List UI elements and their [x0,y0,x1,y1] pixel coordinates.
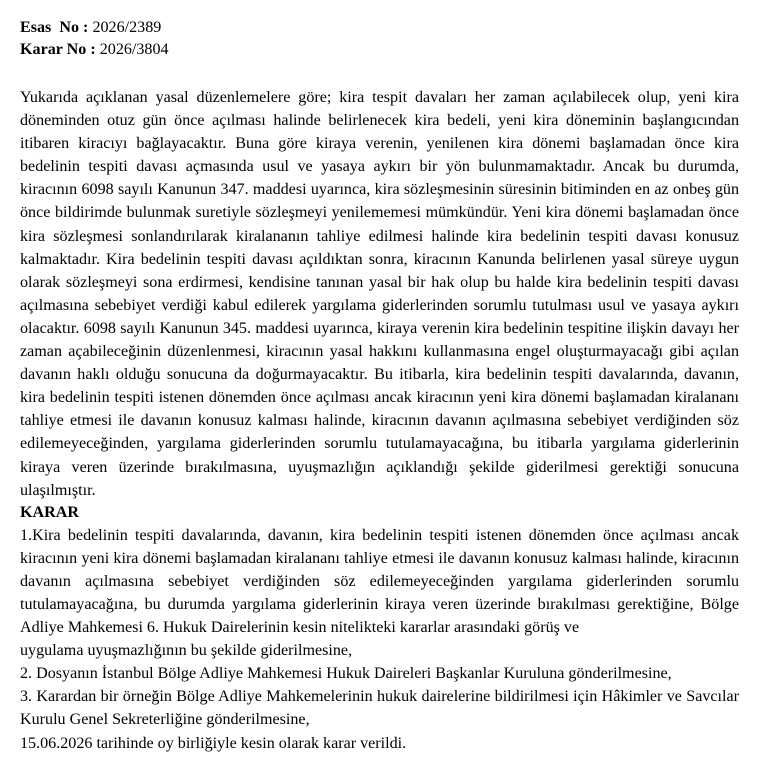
decision-item-3: 3. Karardan bir örneğin Bölge Adliye Mahkemelerinin hukuk dairelerine bildirilmesi için Hâkimler ve Savcılar Kurulu Genel Sekreterliğine gönderilmesine, [20,688,739,729]
karar-heading: KARAR [20,503,80,521]
closing-line: 15.06.2026 tarihinde oy birliğiyle kesin olarak karar verildi. [20,734,407,752]
reasoning-paragraph: Yukarıda açıklanan yasal düzenlemelere göre; kira tespit davaları her zaman açılabilecek olup, yeni kira döneminden otuz gün önce açılması halinde belirlenecek kira bedeli, yeni kira döneminin başlangıcından itibaren kiracıyı bağlayacaktır. Buna göre kiraya verenin, yenilenen kira dönemi başlamadan önce kira bedelinin tespiti davası açmasında usul ve yasaya aykırı bir yön bulunmamaktadır. Ancak bu durumda, kiracının 6098 sayılı Kanunun 347. maddesi uyarınca, kira sözleşmesinin süresinin bitiminden en az onbeş gün önce bildirimde bulunmak suretiyle sözleşmeyi yenilememesi mümkündür. Yeni kira dönemi başlamadan önce kira sözleşmesi sonlandırılarak kiralananın tahliye edilmesi halinde kira bedelinin tespiti davası konusuz kalmaktadır. Kira bedelinin tespiti davası açıldıktan sonra, kiracının Kanunda belirlenen yasal süreye uygun olarak sözleşmeyi sona erdirmesi, kendisine tanınan yasal bir hak olup bu halde kira bedelinin tespiti davası açılmasına sebebiyet verdiği kabul edilerek yargılama giderlerinden sorumlu tutulması usul ve yasaya aykırı olacaktır. 6098 sayılı Kanunun 345. maddesi uyarınca, kiraya verenin kira bedelinin tespitine ilişkin davayı her zaman açabileceğinin düzenlenmesi, kiracının yasal hakkını kullanmasına engel oluşturmayacağı gibi açılan davanın haklı olduğu sonucuna da doğurmayacaktır. Bu itibarla, kira bedelinin tespiti davalarında, davanın, kira bedelinin tespiti istenen dönemden önce açılması ancak kiracının yeni kira dönemi başlamadan kiralananı tahliye etmesi ile davanın konusuz kalması halinde, kiracının davanın açılmasına sebebiyet verdiğinden söz edilemeyeceğinden, yargılama giderlerinden sorumlu tutulamayacağına, bu itibarla yargılama giderlerinin kiraya veren üzerinde bırakılmasına, uyuşmazlığın açıklandığı şekilde giderilmesi gerektiği sonucuna ulaşılmıştır. [20,89,739,499]
esas-line [20,17,739,39]
esas-number: 2026/2389 [92,19,162,36]
esas-label: Esas No : [20,19,89,36]
decision-item-1 [20,524,739,663]
decision-item-2: 2. Dosyanın İstanbul Bölge Adliye Mahkemesi Hukuk Daireleri Başkanlar Kuruluna gönderilmesine, [20,665,672,683]
decision-item-1-end: uygulama uyuşmazlığının bu şekilde giderilmesine, [20,642,353,660]
karar-label: Karar No : [20,41,96,58]
case-header [20,17,739,61]
spacer [20,61,739,83]
karar-number: 2026/3804 [99,41,169,58]
decision-item-1-text: 1.Kira bedelinin tespiti davalarında, davanın, kira bedelinin tespiti istenen dönemden önce açılması ancak kiracının yeni kira dönemi başlamadan kiralananı tahliye etmesi ile davanın konusuz kalması halinde, kiracının davanın açılmasına sebebiyet verdiğinden söz edilemeyeceğinden yargılama giderlerinden sorumlu tutulamayacağına, bu durumda yargılama giderlerinin kiraya veren üzerinde bırakılması gerektiğine, Bölge Adliye Mahkemesi 6. Hukuk Dairelerinin kesin nitelikteki kararlar arasındaki görüş ve [20,526,739,637]
karar-line [20,39,739,61]
